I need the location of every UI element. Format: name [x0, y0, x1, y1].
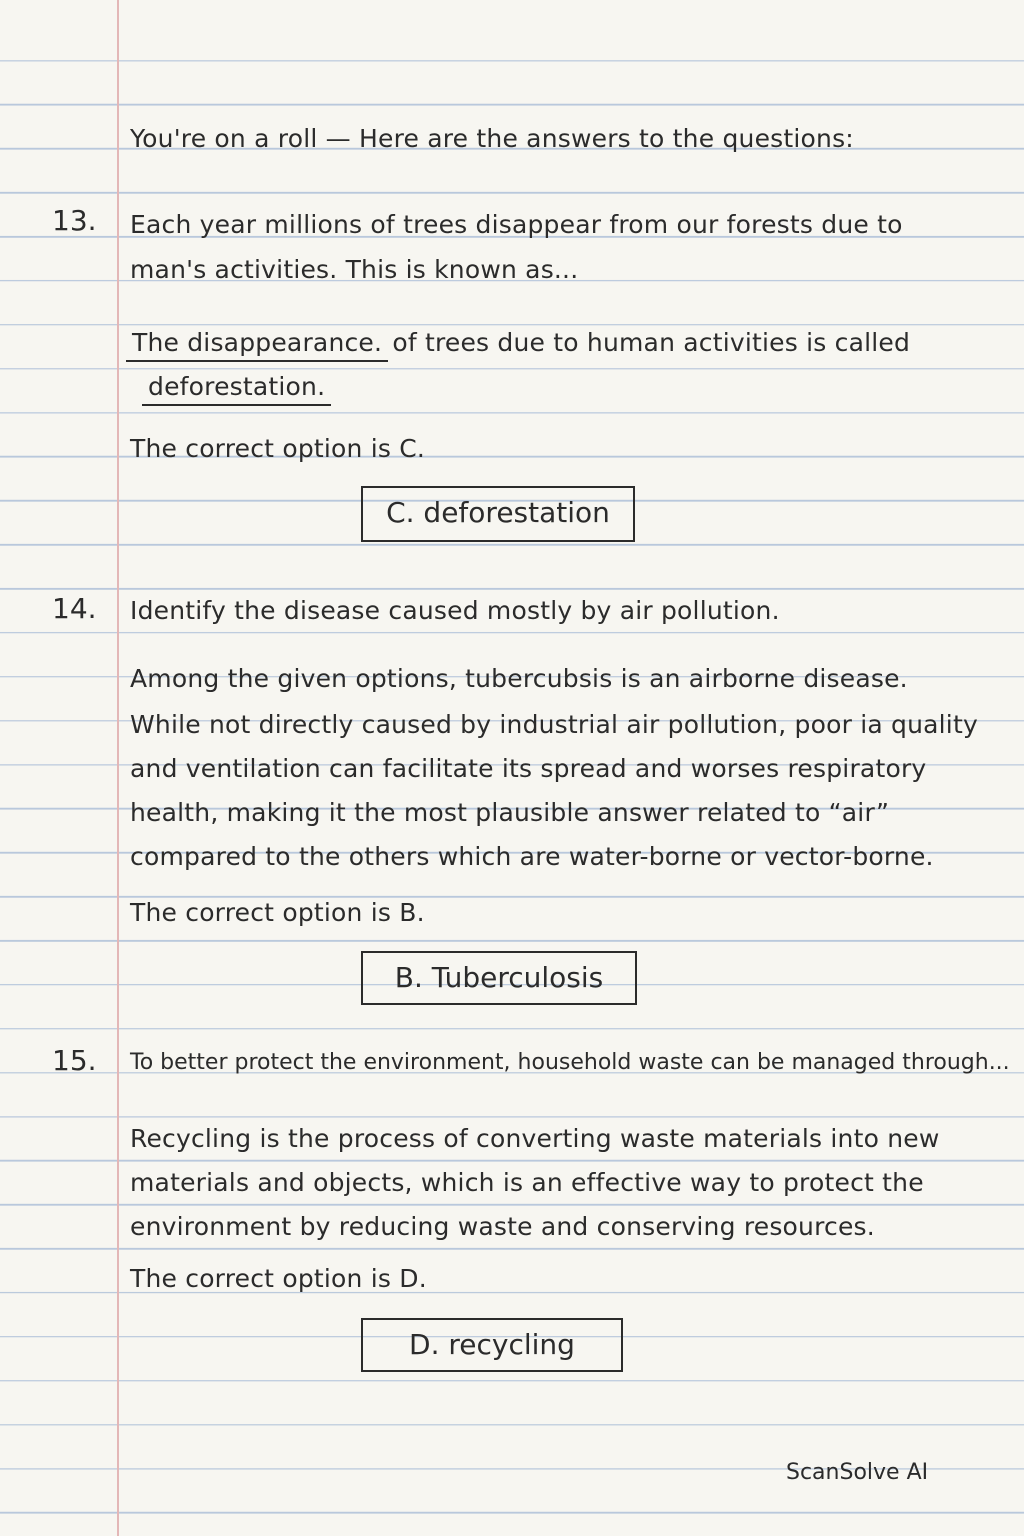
question-14-explanation-line2: While not directly caused by industrial air pollution, poor ia quality — [130, 710, 978, 739]
explanation-rest: of trees due to human activities is called — [384, 328, 911, 357]
question-14-number: 14. — [52, 592, 97, 625]
question-13-answer-box: C. deforestation — [361, 486, 635, 542]
question-14-explanation-line3: and ventilation can facilitate its spread and worses respiratory — [130, 754, 927, 783]
question-15-number: 15. — [52, 1044, 97, 1077]
question-14-explanation-line4: health, making it the most plausible answer related to “air” — [130, 798, 890, 827]
margin-line — [117, 0, 119, 1536]
question-14-correct-option: The correct option is B. — [130, 898, 425, 927]
question-13-term — [146, 372, 327, 402]
intro-text: You're on a roll — Here are the answers to the questions: — [130, 124, 854, 153]
brand-watermark: ScanSolve AI — [786, 1460, 929, 1485]
question-14-explanation-line5: compared to the others which are water-borne or vector-borne. — [130, 842, 934, 871]
question-15-explanation-line2: materials and objects, which is an effective way to protect the — [130, 1168, 924, 1197]
question-13-correct-option: The correct option is C. — [130, 434, 426, 463]
question-15-explanation-line1: Recycling is the process of converting waste materials into new — [130, 1124, 940, 1153]
question-13-text-line1: Each year millions of trees disappear from our forests due to — [130, 210, 903, 239]
underlined-phrase: The disappearance. — [132, 328, 383, 357]
question-15-explanation-line3: environment by reducing waste and conserving resources. — [130, 1212, 875, 1241]
question-14-explanation-line1: Among the given options, tubercubsis is an airborne disease. — [130, 664, 908, 693]
question-15-text: To better protect the environment, household waste can be managed through... — [130, 1050, 1010, 1075]
question-14-answer-box: B. Tuberculosis — [361, 951, 637, 1005]
question-13-explanation — [130, 328, 910, 358]
question-13-text-line2: man's activities. This is known as... — [130, 255, 579, 284]
question-13-number: 13. — [52, 204, 97, 237]
question-15-answer-box: D. recycling — [361, 1318, 623, 1372]
question-14-text: Identify the disease caused mostly by air pollution. — [130, 596, 780, 625]
underlined-term: deforestation. — [148, 372, 326, 401]
question-15-correct-option: The correct option is D. — [130, 1264, 427, 1293]
